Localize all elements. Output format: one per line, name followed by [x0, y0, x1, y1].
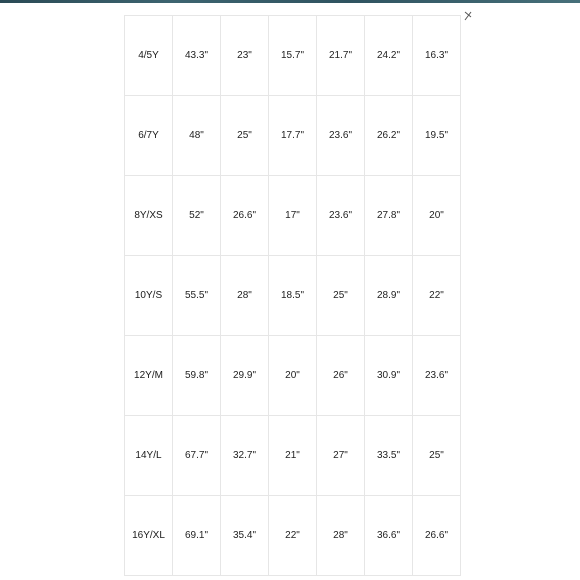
measurement-cell: 48"	[173, 96, 221, 176]
table-row	[125, 496, 461, 576]
close-icon[interactable]	[464, 10, 474, 24]
measurement-cell: 20"	[269, 336, 317, 416]
close-icon-glyph	[464, 10, 472, 22]
measurement-cell: 29.9"	[221, 336, 269, 416]
table-row	[125, 96, 461, 176]
measurement-cell: 59.8"	[173, 336, 221, 416]
measurement-cell: 23"	[221, 16, 269, 96]
measurement-cell: 27.8"	[365, 176, 413, 256]
measurement-cell: 30.9"	[365, 336, 413, 416]
measurement-cell: 55.5"	[173, 256, 221, 336]
measurement-cell: 23.6"	[317, 96, 365, 176]
measurement-cell: 23.6"	[317, 176, 365, 256]
size-label-cell: 8Y/XS	[125, 176, 173, 256]
table-row	[125, 176, 461, 256]
measurement-cell: 67.7"	[173, 416, 221, 496]
measurement-cell: 33.5"	[365, 416, 413, 496]
measurement-cell: 28"	[221, 256, 269, 336]
measurement-cell: 21.7"	[317, 16, 365, 96]
measurement-cell: 52"	[173, 176, 221, 256]
measurement-cell: 23.6"	[413, 336, 461, 416]
size-label-cell: 14Y/L	[125, 416, 173, 496]
measurement-cell: 19.5"	[413, 96, 461, 176]
measurement-cell: 17.7"	[269, 96, 317, 176]
size-chart-table	[124, 15, 461, 576]
measurement-cell: 25"	[317, 256, 365, 336]
size-label-cell: 10Y/S	[125, 256, 173, 336]
measurement-cell: 20"	[413, 176, 461, 256]
measurement-cell: 18.5"	[269, 256, 317, 336]
measurement-cell: 25"	[221, 96, 269, 176]
table-row	[125, 16, 461, 96]
measurement-cell: 36.6"	[365, 496, 413, 576]
table-row	[125, 256, 461, 336]
measurement-cell: 26.6"	[221, 176, 269, 256]
table-row	[125, 416, 461, 496]
measurement-cell: 25"	[413, 416, 461, 496]
size-label-cell: 12Y/M	[125, 336, 173, 416]
measurement-cell: 17"	[269, 176, 317, 256]
measurement-cell: 28"	[317, 496, 365, 576]
measurement-cell: 35.4"	[221, 496, 269, 576]
measurement-cell: 69.1"	[173, 496, 221, 576]
table-row	[125, 336, 461, 416]
measurement-cell: 22"	[413, 256, 461, 336]
measurement-cell: 27"	[317, 416, 365, 496]
measurement-cell: 16.3"	[413, 16, 461, 96]
measurement-cell: 32.7"	[221, 416, 269, 496]
size-label-cell: 6/7Y	[125, 96, 173, 176]
size-label-cell: 4/5Y	[125, 16, 173, 96]
measurement-cell: 26.6"	[413, 496, 461, 576]
size-chart-body	[125, 16, 461, 576]
measurement-cell: 43.3"	[173, 16, 221, 96]
measurement-cell: 21"	[269, 416, 317, 496]
measurement-cell: 15.7"	[269, 16, 317, 96]
size-label-cell: 16Y/XL	[125, 496, 173, 576]
measurement-cell: 24.2"	[365, 16, 413, 96]
measurement-cell: 28.9"	[365, 256, 413, 336]
measurement-cell: 22"	[269, 496, 317, 576]
top-banner-strip	[0, 0, 580, 3]
measurement-cell: 26"	[317, 336, 365, 416]
measurement-cell: 26.2"	[365, 96, 413, 176]
